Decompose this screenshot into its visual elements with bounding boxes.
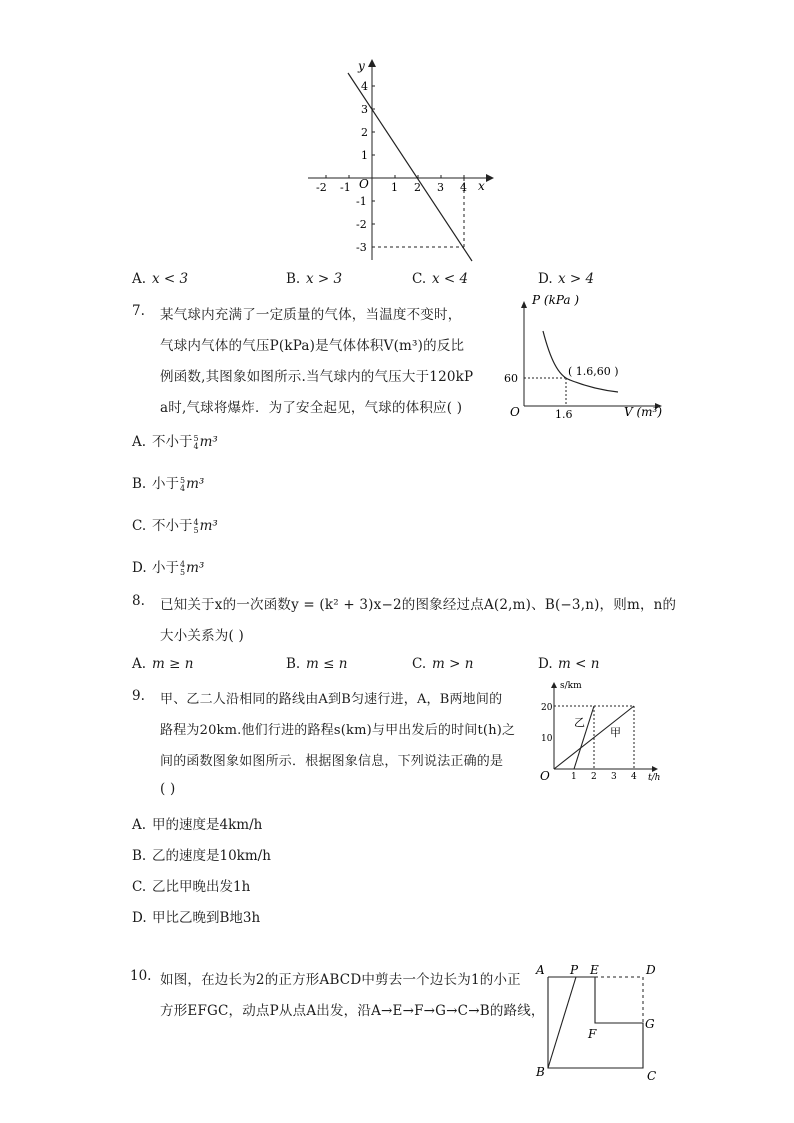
option-text: m ≥ n [152, 656, 194, 672]
label-c: C [647, 1069, 657, 1083]
question-number: 9. [132, 688, 145, 704]
unit: m³ [199, 518, 218, 534]
question-text: 气球内气体的气压P(kPa)是气体体积V(m³)的反比 [160, 338, 465, 354]
origin-label: O [359, 177, 369, 191]
function-line [348, 73, 472, 261]
question-text: 甲、乙二人沿相同的路线由A到B匀速行进，A，B两地间的 [160, 692, 503, 707]
option-a[interactable] [132, 656, 193, 672]
option-text: m < n [558, 656, 600, 672]
option-b[interactable] [132, 472, 204, 493]
option-b[interactable] [132, 844, 271, 864]
option-letter: D. [538, 656, 553, 672]
question-text: 间的函数图象如图所示．根据图象信息，下列说法正确的是 [160, 754, 504, 769]
y-axis-label: y [358, 59, 365, 73]
option-letter: A. [132, 271, 147, 287]
label-a: A [536, 963, 545, 977]
y-tick: 4 [361, 80, 368, 93]
option-d[interactable] [538, 271, 594, 287]
option-letter: C. [132, 879, 147, 895]
option-letter: B. [286, 656, 301, 672]
denominator: 5 [180, 567, 186, 577]
x-axis-label: x [478, 179, 485, 193]
y-tick: 20 [541, 703, 553, 713]
option-letter: A. [132, 817, 147, 833]
question-text: 如图，在边长为2的正方形ABCD中剪去一个边长为1的小正 [160, 972, 521, 988]
option-letter: A. [132, 434, 147, 450]
x-tick: 1.6 [555, 408, 573, 421]
denominator: 4 [193, 441, 199, 451]
question-text: 大小关系为( ) [160, 628, 244, 644]
option-a[interactable] [132, 271, 188, 287]
s-axis-label: s/km [560, 681, 582, 691]
option-d[interactable] [132, 556, 204, 577]
option-c[interactable] [132, 875, 250, 895]
option-letter: D. [538, 271, 553, 287]
option-letter: D. [132, 560, 147, 576]
question-text: 已知关于x的一次函数y = (k² + 3)x−2的图象经过点A(2,m)、B(−3,n)，则m，n的 [160, 597, 677, 613]
option-d[interactable] [132, 906, 260, 926]
option-prefix: 小于 [152, 476, 179, 492]
denominator: 5 [193, 525, 199, 535]
option-letter: B. [132, 848, 147, 864]
y-tick: 1 [361, 149, 368, 162]
option-a[interactable] [132, 813, 262, 833]
question-text: 方形EFGC，动点P从点A出发，沿A→E→F→G→C→B的路线， [160, 1003, 545, 1019]
numerator: 5 [180, 475, 186, 485]
fraction [194, 435, 199, 451]
label-d: D [646, 963, 656, 977]
linear-function-graph [300, 55, 500, 265]
option-letter: D. [132, 910, 147, 926]
x-tick: 2 [591, 772, 597, 782]
y-tick: -1 [356, 195, 367, 208]
option-text: 甲比乙晚到B地3h [152, 910, 261, 926]
option-letter: A. [132, 656, 147, 672]
x-tick: 3 [611, 772, 617, 782]
option-c[interactable] [132, 514, 218, 535]
origin-label: O [510, 405, 520, 419]
unit: m³ [186, 476, 205, 492]
option-text: x < 4 [432, 271, 469, 287]
option-text: 甲的速度是4km/h [152, 817, 263, 833]
unit: m³ [199, 434, 218, 450]
label-jia: 甲 [610, 726, 621, 739]
t-axis-label: t/h [648, 773, 661, 783]
option-text: 乙比甲晚出发1h [152, 879, 251, 895]
fraction [194, 519, 199, 535]
option-letter: C. [412, 656, 427, 672]
option-text: x < 3 [152, 271, 189, 287]
p-axis-label: P (kPa ) [532, 293, 580, 307]
label-g: G [645, 1017, 655, 1031]
pressure-volume-graph [500, 288, 670, 428]
segment-bp [548, 977, 576, 1068]
option-text: 乙的速度是10km/h [152, 848, 271, 864]
x-tick: 4 [631, 772, 637, 782]
question-number: 7. [132, 303, 145, 319]
numerator: 5 [193, 433, 199, 443]
distance-time-graph [536, 676, 666, 786]
x-tick: 4 [460, 181, 467, 194]
option-text: x > 3 [306, 271, 343, 287]
fraction [180, 477, 185, 493]
question-number: 8. [132, 593, 145, 609]
x-tick: -2 [316, 181, 327, 194]
unit: m³ [186, 560, 205, 576]
question-text: 路程为20km.他们行进的路程s(km)与甲出发后的时间t(h)之 [160, 723, 516, 738]
v-axis-label: V (m³) [624, 405, 663, 419]
option-text: m ≤ n [306, 656, 348, 672]
question-text: a时,气球将爆炸．为了安全起见，气球的体积应( ) [160, 400, 463, 416]
x-tick: 1 [571, 772, 577, 782]
option-c[interactable] [412, 656, 473, 672]
label-yi: 乙 [574, 716, 585, 729]
y-tick: 3 [361, 103, 368, 116]
fraction [180, 561, 185, 577]
square-figure [530, 958, 665, 1088]
label-e: E [590, 963, 599, 977]
option-b[interactable] [286, 271, 342, 287]
y-tick: -2 [356, 218, 367, 231]
option-d[interactable] [538, 656, 599, 672]
label-f: F [588, 1027, 597, 1041]
question-text: 某气球内充满了一定质量的气体，当温度不变时， [160, 307, 462, 323]
question-text: 例函数,其图象如图所示.当气球内的气压大于120kP [160, 369, 474, 385]
option-letter: B. [286, 271, 301, 287]
option-prefix: 小于 [152, 560, 179, 576]
question-text: ( ) [160, 781, 176, 797]
option-prefix: 不小于 [152, 434, 193, 450]
y-tick: -3 [356, 241, 367, 254]
y-tick: 2 [361, 126, 368, 139]
option-letter: C. [132, 518, 147, 534]
option-a[interactable] [132, 430, 218, 451]
x-tick: 3 [437, 181, 444, 194]
numerator: 4 [193, 517, 199, 527]
x-tick: 2 [414, 181, 421, 194]
option-letter: B. [132, 476, 147, 492]
option-text: m > n [432, 656, 474, 672]
option-prefix: 不小于 [152, 518, 193, 534]
denominator: 4 [180, 483, 186, 493]
option-text: x > 4 [558, 271, 595, 287]
inverse-curve [543, 331, 618, 392]
label-b: B [536, 1065, 545, 1079]
option-c[interactable] [412, 271, 468, 287]
point-label: ( 1.6,60 ) [568, 365, 619, 378]
numerator: 4 [180, 559, 186, 569]
x-tick: 1 [391, 181, 398, 194]
x-tick: -1 [340, 181, 351, 194]
label-p: P [570, 963, 579, 977]
y-tick: 60 [504, 372, 518, 385]
option-b[interactable] [286, 656, 347, 672]
origin-label: O [540, 769, 550, 783]
y-tick: 10 [541, 734, 553, 744]
question-number: 10. [130, 968, 152, 984]
option-letter: C. [412, 271, 427, 287]
